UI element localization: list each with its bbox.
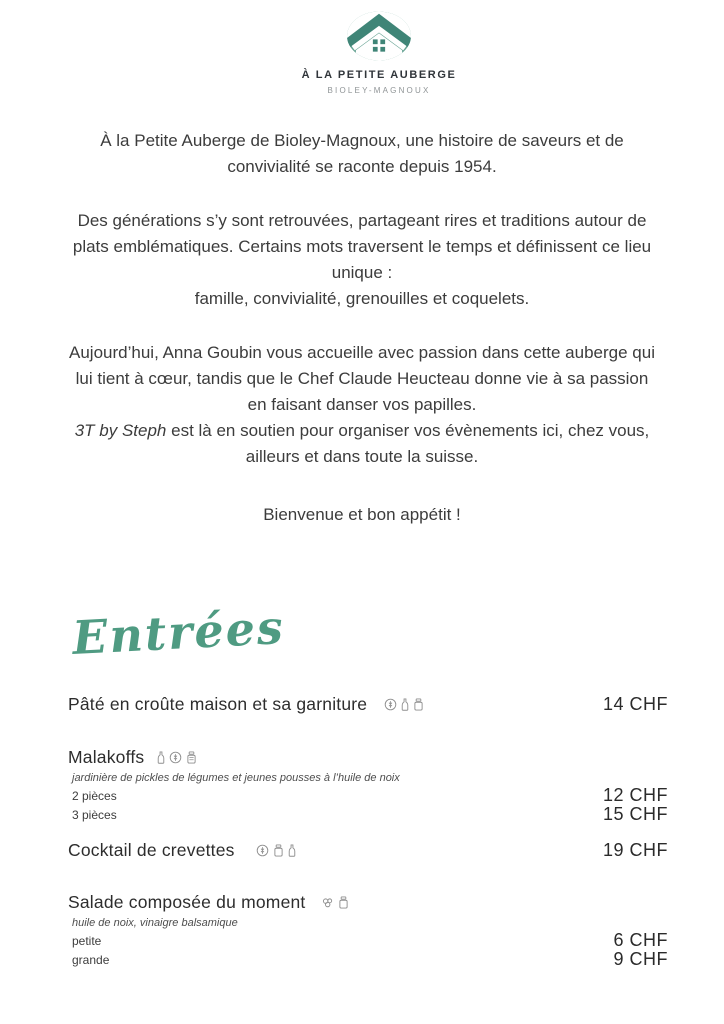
allergen-bottle-icon	[288, 844, 296, 857]
allergen-icons	[157, 751, 197, 764]
intro-line: ailleurs et dans toute la suisse.	[245, 447, 479, 466]
brand-3t-by-steph: 3T by Steph	[74, 421, 167, 440]
allergen-jar-icon	[338, 896, 349, 909]
dish-name: Cocktail de crevettes	[68, 840, 235, 860]
dish-variant-row	[72, 950, 668, 969]
house-logo-icon	[345, 10, 413, 62]
dish-name: Salade composée du moment	[68, 892, 306, 912]
restaurant-name: À LA PETITE AUBERGE	[301, 69, 457, 81]
allergen-bottle-icon	[157, 751, 165, 764]
intro-line: convivialité se raconte depuis 1954.	[227, 157, 497, 176]
variant-price: 15 CHF	[602, 804, 668, 824]
allergen-icons	[256, 844, 296, 857]
intro-line: en faisant danser vos papilles.	[247, 395, 477, 414]
intro-line: Aujourd’hui, Anna Goubin vous accueille avec passion dans cette auberge qui	[69, 343, 655, 362]
allergen-bottle-icon	[401, 698, 409, 711]
section-title-entrees: Entrées	[71, 599, 286, 666]
menu-item-pate-en-croute	[68, 694, 668, 715]
dish-variant-row	[72, 786, 668, 805]
dish-name: Malakoffs	[68, 747, 145, 767]
dish-price: 14 CHF	[602, 694, 668, 714]
variant-price: 6 CHF	[613, 930, 668, 950]
dish-description: huile de noix, vinaigre balsamique	[72, 917, 238, 929]
menu-item-malakoffs	[68, 747, 668, 824]
variant-label: grande	[72, 952, 110, 967]
restaurant-brand	[17, 0, 724, 95]
intro-line: famille, convivialité, grenouilles et coquelets.	[194, 289, 530, 308]
dish-name: Pâté en croûte maison et sa garniture	[68, 694, 368, 714]
intro-line: est là en soutien pour organiser vos évènements ici, chez vous,	[166, 421, 650, 440]
allergen-jar-icon	[186, 751, 197, 764]
allergen-nut-icon	[321, 896, 334, 909]
dish-variant-row	[72, 931, 668, 950]
allergen-jar-icon	[413, 698, 424, 711]
intro-line: À la Petite Auberge de Bioley-Magnoux, une histoire de saveurs et de	[100, 131, 624, 150]
variant-price: 12 CHF	[602, 785, 668, 805]
menu-list	[68, 694, 668, 969]
allergen-wheat-circle-icon	[384, 698, 397, 711]
intro-line: lui tient à cœur, tandis que le Chef Claude Heucteau donne vie à sa passion	[75, 369, 649, 388]
restaurant-town: BIOLEY-MAGNOUX	[327, 86, 431, 95]
variant-label: 2 pièces	[72, 788, 117, 803]
dish-variant-row	[72, 805, 668, 824]
intro-paragraph-generations	[20, 208, 704, 312]
variant-price: 9 CHF	[613, 949, 668, 969]
intro-line: unique :	[331, 263, 393, 282]
intro-paragraph-team	[20, 340, 704, 470]
intro-line: Des générations s’y sont retrouvées, partageant rires et traditions autour de	[77, 211, 647, 230]
allergen-icons	[321, 896, 349, 909]
menu-item-salade-composee	[68, 892, 668, 969]
dish-price: 19 CHF	[602, 840, 668, 860]
dish-description: jardinière de pickles de légumes et jeunes pousses à l’huile de noix	[72, 772, 400, 784]
allergen-jar-icon	[273, 844, 284, 857]
welcome-message: Bienvenue et bon appétit !	[263, 505, 461, 524]
menu-item-cocktail-crevettes	[68, 840, 668, 861]
variant-label: 3 pièces	[72, 807, 117, 822]
allergen-wheat-circle-icon	[169, 751, 182, 764]
allergen-wheat-circle-icon	[256, 844, 269, 857]
intro-paragraph-history	[20, 128, 704, 180]
intro-line: plats emblématiques. Certains mots traversent le temps et définissent ce lieu	[72, 237, 652, 256]
variant-label: petite	[72, 933, 102, 948]
intro-text	[0, 128, 724, 528]
allergen-icons	[384, 698, 424, 711]
